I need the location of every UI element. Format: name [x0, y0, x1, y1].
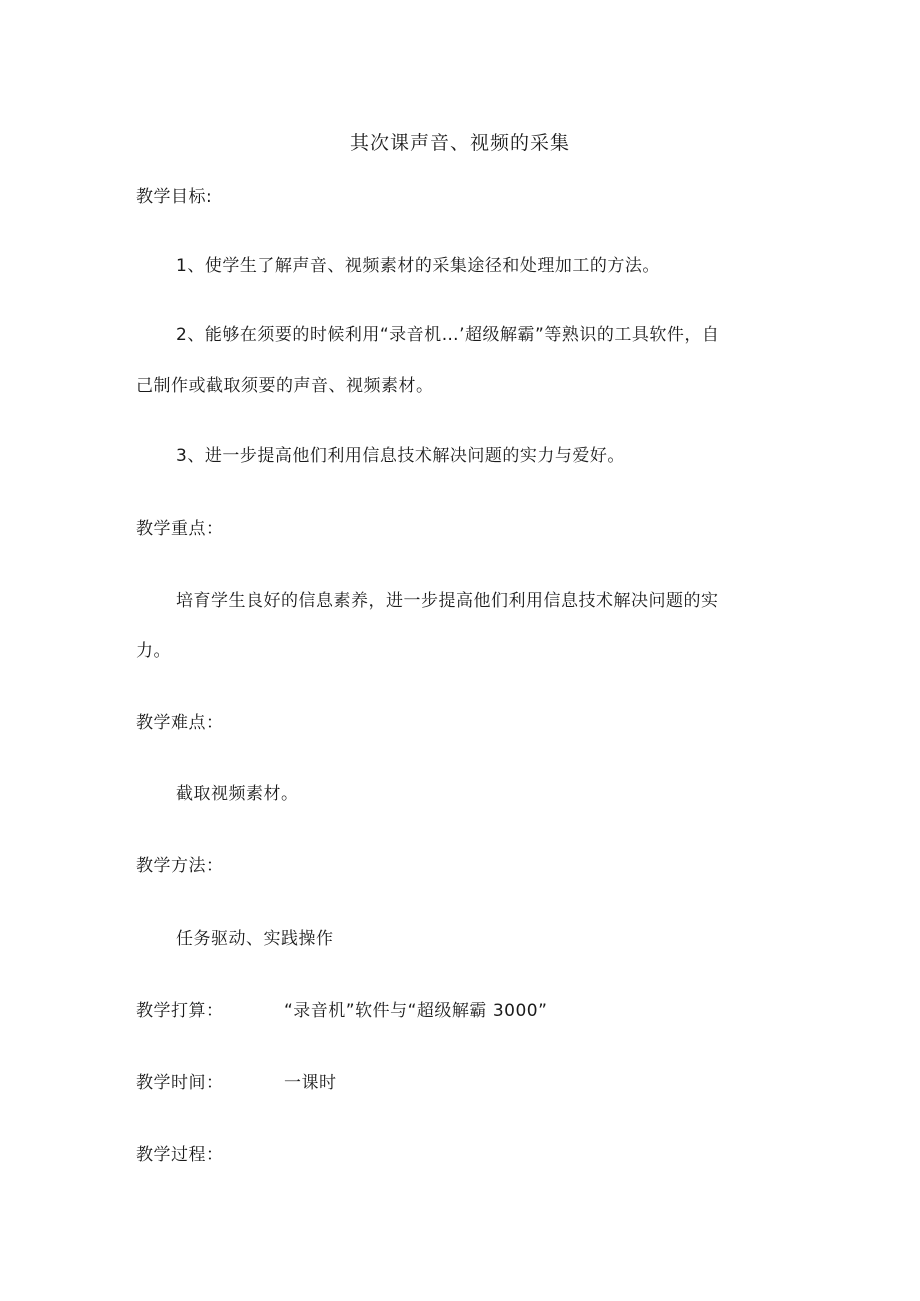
key-points-line-2: 力。: [136, 641, 171, 661]
preparation-value: “录音机”软件与“超级解霸 3000”: [284, 1001, 548, 1021]
key-points-line-1: 培育学生良好的信息素养，进一步提高他们利用信息技术解决问题的实: [176, 591, 719, 611]
objective-item-2: 2、能够在须要的时候利用“录音机…’超级解霸”等熟识的工具软件，自: [176, 325, 720, 345]
objective-item-2-continued: 己制作或截取须要的声音、视频素材。: [136, 376, 434, 396]
difficulty-text: 截取视频素材。: [176, 784, 299, 804]
method-heading: 教学方法：: [136, 856, 224, 876]
method-text: 任务驱动、实践操作: [176, 929, 334, 949]
preparation-row: [136, 1000, 224, 1022]
duration-value: 一课时: [284, 1073, 337, 1093]
process-heading: 教学过程：: [136, 1145, 224, 1165]
duration-label: 教学时间：: [136, 1073, 224, 1093]
preparation-label: 教学打算：: [136, 1001, 224, 1021]
objective-item-1: 1、使学生了解声音、视频素材的采集途径和处理加工的方法。: [176, 256, 660, 276]
key-points-heading: 教学重点：: [136, 519, 224, 539]
difficulty-heading: 教学难点：: [136, 713, 224, 733]
objective-item-3: 3、进一步提高他们利用信息技术解决问题的实力与爱好。: [176, 446, 625, 466]
document-title: 其次课声音、视频的采集: [349, 132, 570, 154]
objectives-heading: 教学目标:: [136, 187, 213, 207]
